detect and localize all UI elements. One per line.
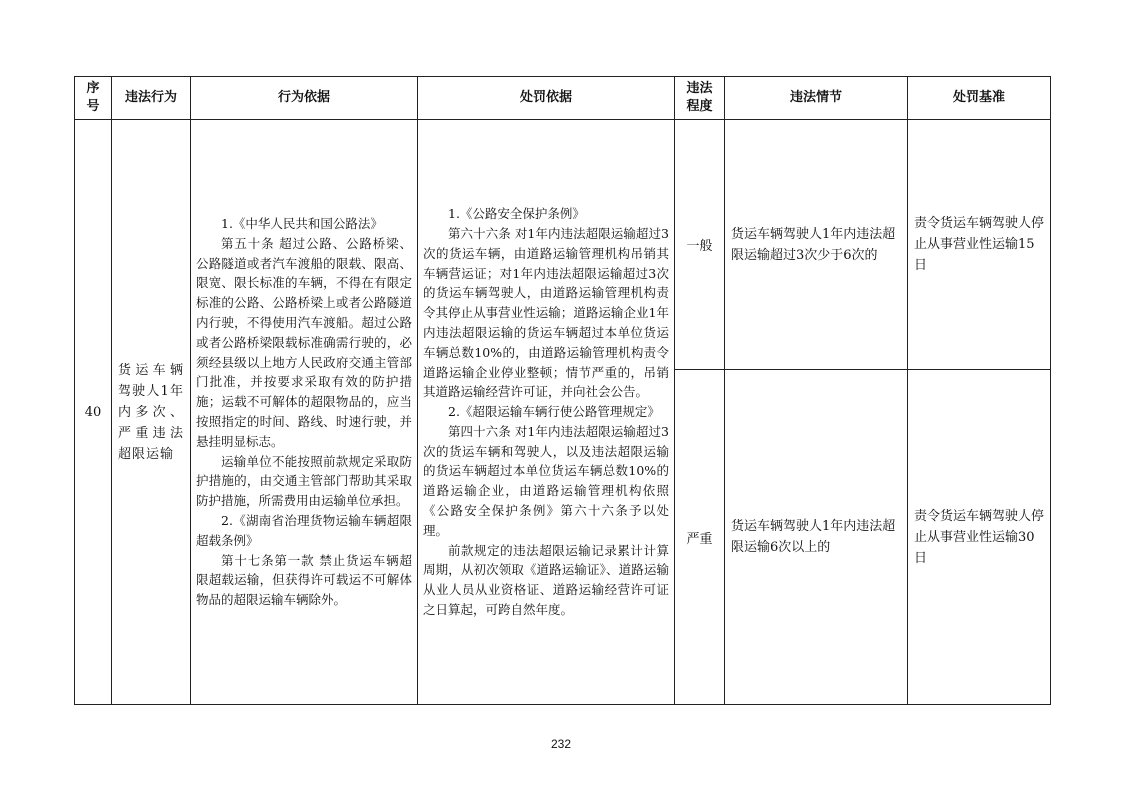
penalty-law-title-2: 2.《超限运输车辆行使公路管理规定》	[448, 404, 660, 420]
header-num: 序号	[75, 77, 112, 120]
header-penalty-basis: 处罚依据	[418, 77, 675, 120]
penalty-paragraph: 第六十六条 对1年内违法超限运输超过3次的货运车辆，由道路运输管理机构吊销其车辆营运证；对1年内违法超限运输超过3次的货运车辆驾驶人，由道路运输管理机构责令其停止从事营业性运输；道路运输企业1年内违法超限运输的货运车辆超过本单位货运车辆总数10%的，由道路运输管理机构责令道路运输企业停业整顿；情节严重的，吊销其道路运输经营许可证，并向社会公告。	[423, 225, 669, 400]
basis-law-title-2: 2.《湖南省治理货物运输车辆超限超载条例》	[196, 512, 412, 548]
table-row	[75, 120, 1051, 370]
circumstance-serious: 货运车辆驾驶人1年内违法超限运输6次以上的	[725, 370, 908, 705]
penalty-paragraph: 前款规定的违法超限运输记录累计计算周期，从初次领取《道路运输证》、道路运输从业人员从业资格证、道路运输经营许可证之日算起，可跨自然年度。	[423, 542, 669, 618]
table-header-row	[75, 77, 1051, 120]
header-basis: 行为依据	[191, 77, 418, 120]
header-standard: 处罚基准	[908, 77, 1051, 120]
violation-act: 货运车辆驾驶人1年内多次、严重违法超限运输	[112, 120, 191, 705]
level-serious: 严重	[675, 370, 725, 705]
basis-paragraph: 第五十条 超过公路、公路桥梁、公路隧道或者汽车渡船的限载、限高、限宽、限长标准的车辆，不得在有限定标准的公路、公路桥梁上或者公路隧道内行驶，不得使用汽车渡船。超过公路或者公路桥梁限载标准确需行驶的，必须经县级以上地方人民政府交通主管部门批准，并按要求采取有效的防护措施；运载不可解体的超限物品的，应当按照指定的时间、路线、时速行驶，并悬挂明显标志。	[196, 235, 412, 449]
page-number: 232	[550, 737, 572, 751]
penalty-table	[74, 76, 1051, 705]
level-general: 一般	[675, 120, 725, 370]
behavior-basis	[191, 120, 418, 705]
standard-general: 责令货运车辆驾驶人停止从事营业性运输15日	[908, 120, 1051, 370]
basis-paragraph: 第十七条第一款 禁止货运车辆超限超载运输，但获得许可载运不可解体物品的超限运输车辆除外。	[196, 552, 412, 608]
basis-paragraph: 运输单位不能按照前款规定采取防护措施的，由交通主管部门帮助其采取防护措施，所需费用由运输单位承担。	[196, 453, 412, 509]
basis-law-title-1: 1.《中华人民共和国公路法》	[221, 216, 383, 232]
penalty-basis	[418, 120, 675, 705]
header-circumstance: 违法情节	[725, 77, 908, 120]
penalty-law-title-1: 1.《公路安全保护条例》	[448, 206, 585, 222]
row-number: 40	[75, 120, 112, 705]
header-act: 违法行为	[112, 77, 191, 120]
standard-serious: 责令货运车辆驾驶人停止从事营业性运输30日	[908, 370, 1051, 705]
circumstance-general: 货运车辆驾驶人1年内违法超限运输超过3次少于6次的	[725, 120, 908, 370]
header-level: 违法程度	[675, 77, 725, 120]
penalty-paragraph: 第四十六条 对1年内违法超限运输超过3次的货运车辆和驾驶人，以及违法超限运输的货运车辆超过本单位货运车辆总数10%的道路运输企业，由道路运输管理机构依照《公路安全保护条例》第六十六条予以处理。	[423, 423, 669, 538]
